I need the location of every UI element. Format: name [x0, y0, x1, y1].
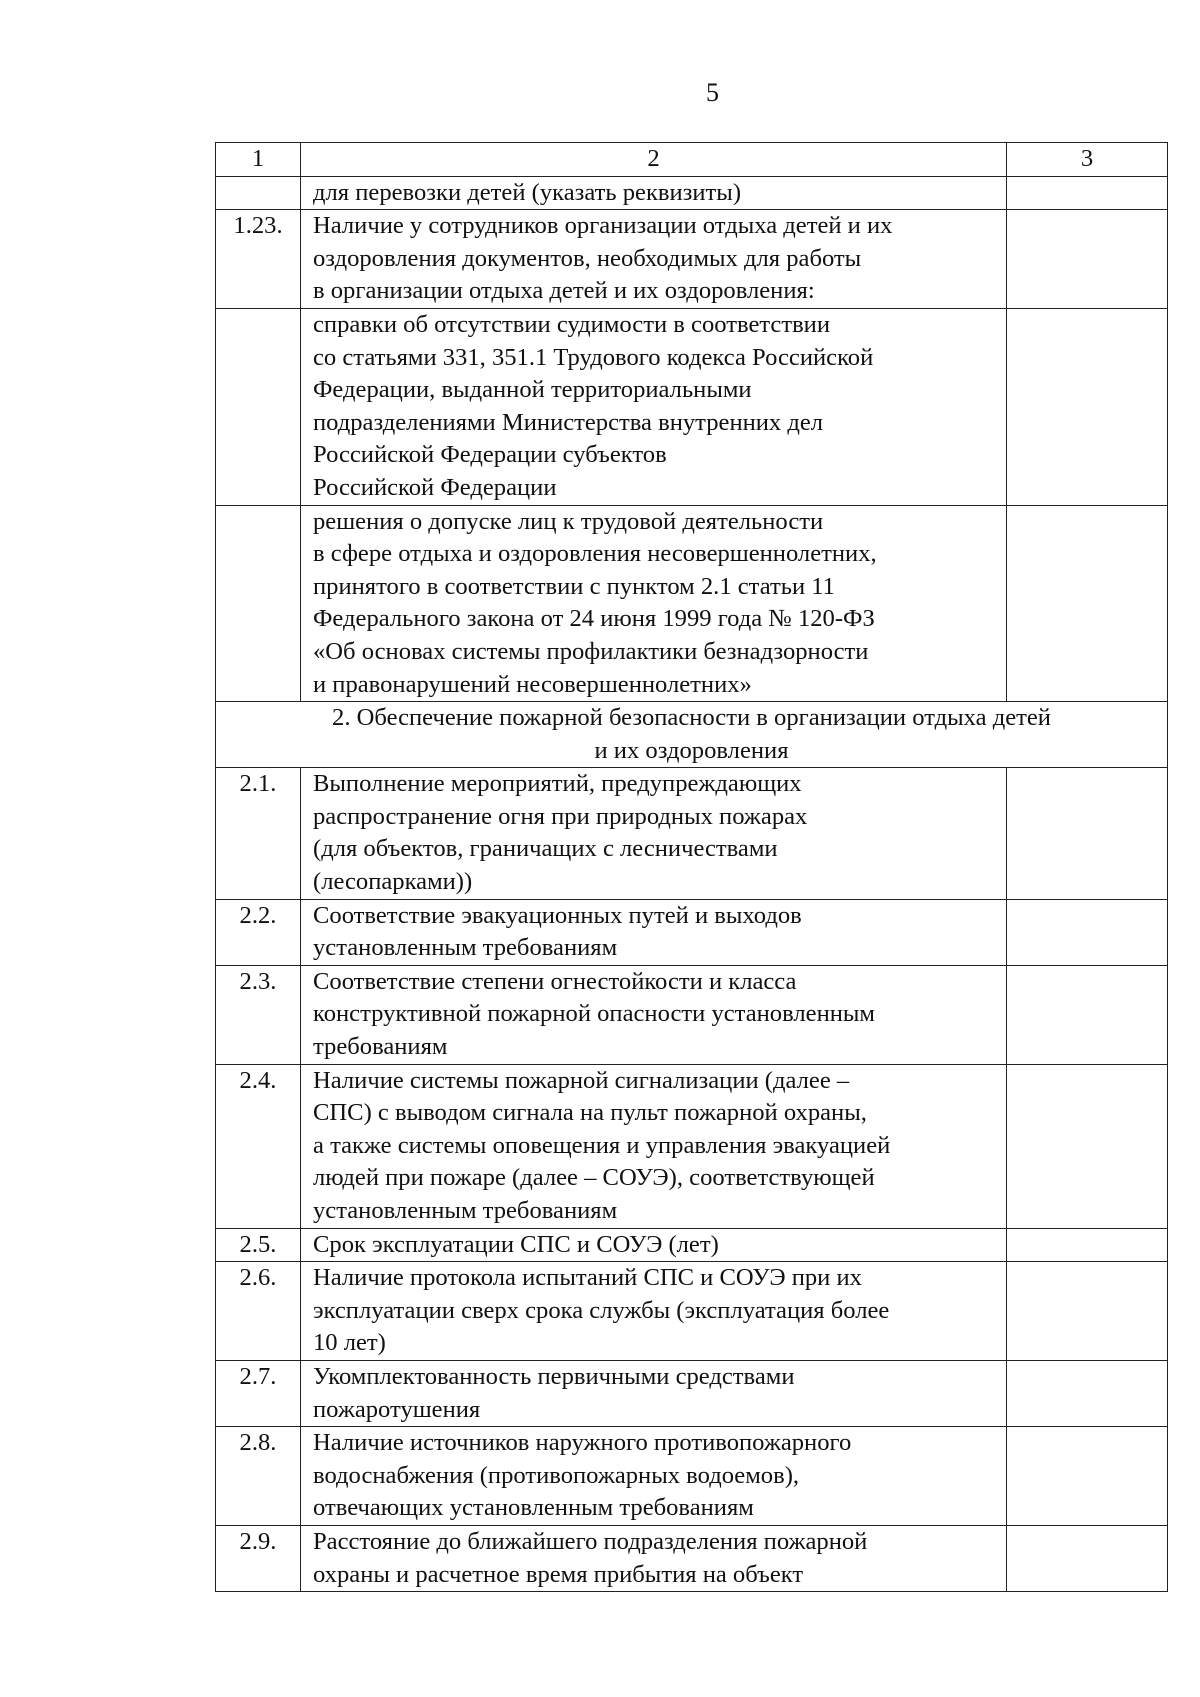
item-description-line: (для объектов, граничащих с лесничествами	[313, 835, 778, 863]
item-description-line: со статьями 331, 351.1 Трудового кодекса Российской	[313, 343, 874, 371]
item-description-line: отвечающих установленным требованиям	[313, 1494, 754, 1522]
item-description-line: Выполнение мероприятий, предупреждающих	[313, 770, 802, 798]
item-number: 2.6.	[216, 1262, 301, 1361]
table-header-row	[216, 143, 1168, 177]
table-row	[216, 308, 1168, 505]
table-row	[216, 1228, 1168, 1262]
item-description	[301, 1427, 1007, 1526]
item-value-cell	[1007, 176, 1168, 210]
item-description-line: требованиям	[313, 1033, 448, 1061]
item-description-line: 10 лет)	[313, 1329, 386, 1357]
item-description	[301, 1228, 1007, 1262]
item-description-line: распространение огня при природных пожарах	[313, 802, 808, 830]
item-description-line: для перевозки детей (указать реквизиты)	[313, 178, 742, 206]
checklist-table	[215, 142, 1168, 1592]
item-description-line: охраны и расчетное время прибытия на объект	[313, 1560, 804, 1588]
item-value-cell	[1007, 768, 1168, 899]
item-description-line: Наличие у сотрудников организации отдыха детей и их	[313, 212, 893, 240]
item-description-line: пожаротушения	[313, 1395, 481, 1423]
table-row	[216, 505, 1168, 702]
item-description-line: установленным требованиям	[313, 934, 618, 962]
section-heading-line: и их оздоровления	[594, 736, 789, 764]
item-value-cell	[1007, 1427, 1168, 1526]
item-description-line: Российской Федерации субъектов	[313, 441, 667, 469]
table-row	[216, 768, 1168, 899]
table-row	[216, 899, 1168, 965]
item-number	[216, 505, 301, 702]
item-description	[301, 899, 1007, 965]
item-description-line: Федерального закона от 24 июня 1999 года № 120-ФЗ	[313, 605, 875, 633]
item-description	[301, 1525, 1007, 1591]
item-description-line: принятого в соответствии с пунктом 2.1 статьи 11	[313, 572, 835, 600]
item-description-line: подразделениями Министерства внутренних дел	[313, 408, 824, 436]
item-value-cell	[1007, 899, 1168, 965]
item-description	[301, 1360, 1007, 1426]
table-row	[216, 1360, 1168, 1426]
item-description-line: водоснабжения (противопожарных водоемов),	[313, 1461, 800, 1489]
item-description	[301, 210, 1007, 309]
item-number: 2.1.	[216, 768, 301, 899]
table-row	[216, 1525, 1168, 1591]
header-col-3: 3	[1007, 143, 1168, 177]
header-col-1: 1	[216, 143, 301, 177]
item-description-line: конструктивной пожарной опасности установленным	[313, 1000, 875, 1028]
table-body	[216, 143, 1168, 1592]
item-description	[301, 965, 1007, 1064]
item-number: 2.2.	[216, 899, 301, 965]
table-row	[216, 1262, 1168, 1361]
item-description-line: «Об основах системы профилактики безнадзорности	[313, 637, 869, 665]
table-row	[216, 1427, 1168, 1526]
item-value-cell	[1007, 505, 1168, 702]
item-value-cell	[1007, 1525, 1168, 1591]
table-row	[216, 176, 1168, 210]
table-row	[216, 210, 1168, 309]
item-number: 2.7.	[216, 1360, 301, 1426]
item-description-line: Федерации, выданной территориальными	[313, 376, 752, 404]
item-description	[301, 176, 1007, 210]
item-description-line: эксплуатации сверх срока службы (эксплуатация более	[313, 1296, 890, 1324]
item-description-line: Соответствие степени огнестойкости и класса	[313, 967, 797, 995]
item-description-line: в сфере отдыха и оздоровления несовершеннолетних,	[313, 540, 877, 568]
item-number: 2.9.	[216, 1525, 301, 1591]
item-description-line: Наличие системы пожарной сигнализации (далее –	[313, 1066, 850, 1094]
item-description-line: СПС) с выводом сигнала на пульт пожарной охраны,	[313, 1099, 867, 1127]
section-heading-line: 2. Обеспечение пожарной безопасности в организации отдыха детей	[332, 704, 1051, 732]
item-number: 2.5.	[216, 1228, 301, 1262]
item-number: 1.23.	[216, 210, 301, 309]
item-description-line: оздоровления документов, необходимых для работы	[313, 244, 862, 272]
item-number: 2.3.	[216, 965, 301, 1064]
item-description	[301, 505, 1007, 702]
table-row	[216, 965, 1168, 1064]
item-description-line: Наличие источников наружного противопожарного	[313, 1429, 852, 1457]
item-description-line: (лесопарками))	[313, 868, 473, 896]
item-description-line: людей при пожаре (далее – СОУЭ), соответствующей	[313, 1164, 875, 1192]
item-value-cell	[1007, 1262, 1168, 1361]
header-col-2: 2	[301, 143, 1007, 177]
item-value-cell	[1007, 965, 1168, 1064]
item-description	[301, 308, 1007, 505]
item-description-line: Наличие протокола испытаний СПС и СОУЭ при их	[313, 1264, 862, 1292]
item-description-line: Российской Федерации	[313, 473, 557, 501]
item-number	[216, 308, 301, 505]
item-description-line: Расстояние до ближайшего подразделения пожарной	[313, 1527, 868, 1555]
item-description-line: Укомплектованность первичными средствами	[313, 1362, 795, 1390]
item-description	[301, 1064, 1007, 1228]
section-heading	[216, 702, 1168, 768]
item-description-line: а также системы оповещения и управления эвакуацией	[313, 1131, 891, 1159]
item-description-line: справки об отсутствии судимости в соответствии	[313, 310, 831, 338]
item-number: 2.4.	[216, 1064, 301, 1228]
item-value-cell	[1007, 1360, 1168, 1426]
item-description-line: и правонарушений несовершеннолетних»	[313, 670, 752, 698]
item-number	[216, 176, 301, 210]
item-description	[301, 768, 1007, 899]
item-description	[301, 1262, 1007, 1361]
item-description-line: установленным требованиям	[313, 1197, 618, 1224]
item-value-cell	[1007, 308, 1168, 505]
section-heading-row	[216, 702, 1168, 768]
item-description-line: Срок эксплуатации СПС и СОУЭ (лет)	[313, 1230, 719, 1258]
item-description-line: решения о допуске лиц к трудовой деятельности	[313, 507, 824, 535]
page-number: 5	[706, 78, 719, 107]
item-value-cell	[1007, 210, 1168, 309]
item-value-cell	[1007, 1064, 1168, 1228]
item-value-cell	[1007, 1228, 1168, 1262]
table-row	[216, 1064, 1168, 1228]
item-description-line: Соответствие эвакуационных путей и выходов	[313, 901, 802, 929]
item-number: 2.8.	[216, 1427, 301, 1526]
item-description-line: в организации отдыха детей и их оздоровления:	[313, 277, 815, 305]
